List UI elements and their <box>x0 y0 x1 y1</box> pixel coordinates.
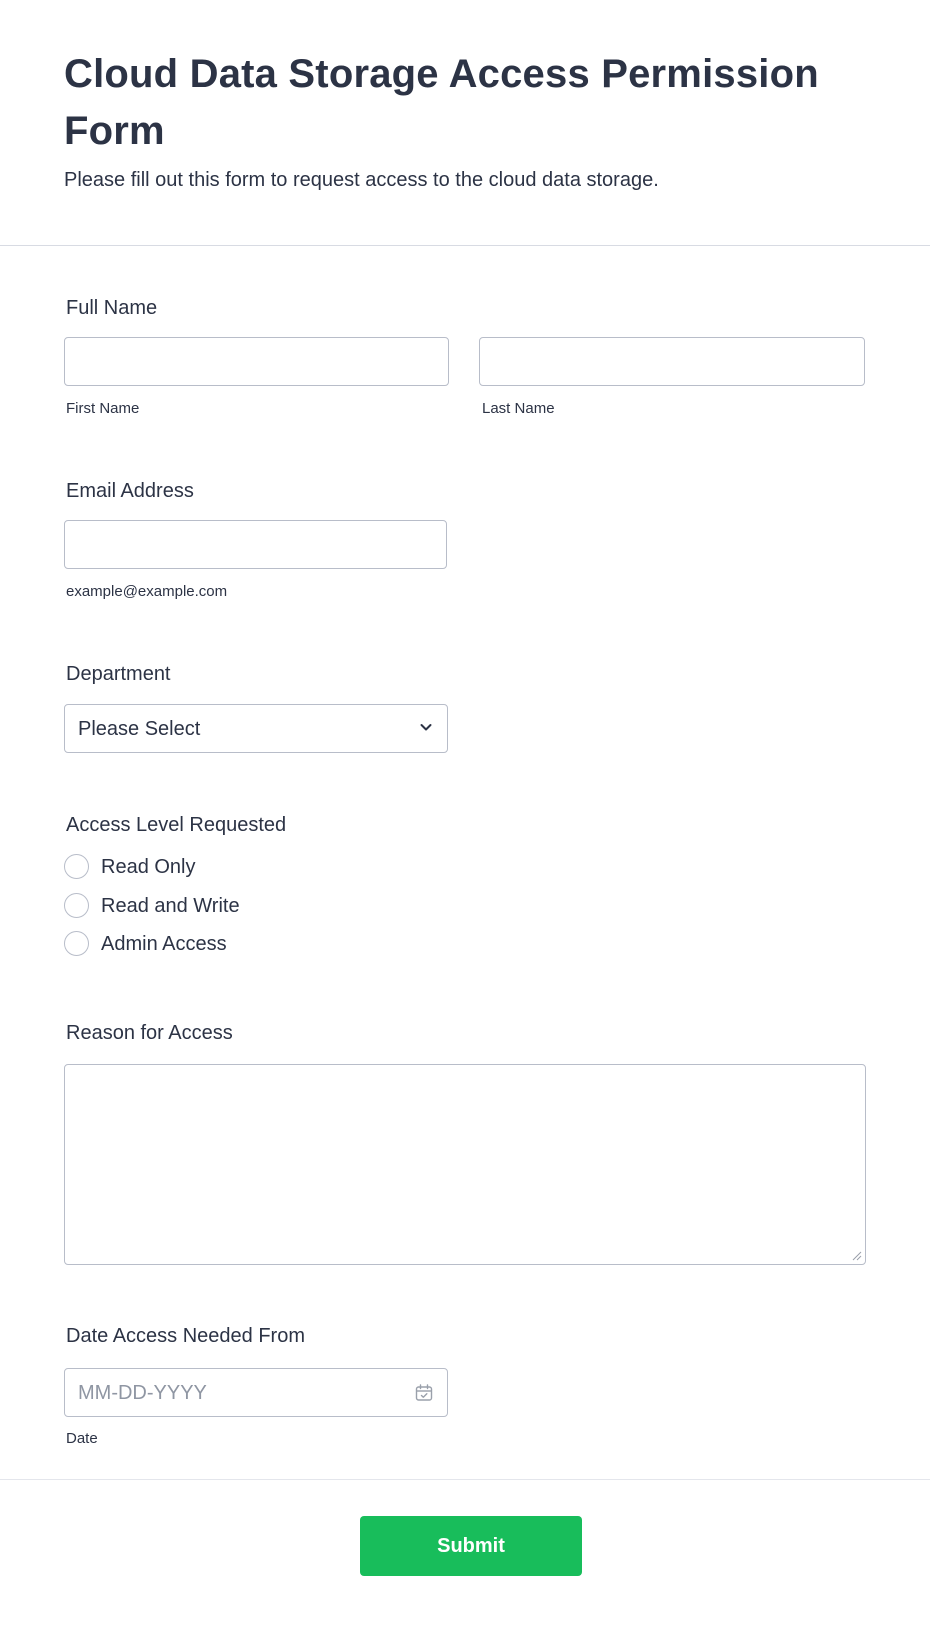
date-placeholder: MM-DD-YYYY <box>78 1382 207 1404</box>
radio-option-label: Admin Access <box>101 933 227 955</box>
radio-button[interactable] <box>64 854 89 879</box>
form-title: Cloud Data Storage Access Permission Form <box>64 52 819 153</box>
department-select[interactable] <box>64 704 448 753</box>
date-input[interactable] <box>64 1368 448 1417</box>
radio-option-read-and-write[interactable] <box>64 892 364 920</box>
footer-divider <box>0 1479 930 1480</box>
full-name-label: Full Name <box>66 297 158 319</box>
radio-button[interactable] <box>64 893 89 918</box>
department-selected-value: Please Select <box>78 718 201 740</box>
radio-button[interactable] <box>64 931 89 956</box>
radio-option-admin-access[interactable] <box>64 930 364 958</box>
email-label: Email Address <box>66 480 194 502</box>
email-input[interactable] <box>64 520 447 569</box>
form-header <box>0 0 930 246</box>
department-label: Department <box>66 663 171 685</box>
date-sublabel: Date <box>66 1430 98 1447</box>
calendar-icon[interactable] <box>414 1383 434 1403</box>
radio-option-label: Read Only <box>101 856 196 878</box>
last-name-input[interactable] <box>479 337 865 386</box>
radio-option-label: Read and Write <box>101 895 240 917</box>
radio-option-read-only[interactable] <box>64 853 364 881</box>
date-label: Date Access Needed From <box>66 1325 305 1347</box>
last-name-sublabel: Last Name <box>482 400 555 417</box>
form-subtitle: Please fill out this form to request access to the cloud data storage. <box>64 169 659 191</box>
access-level-label: Access Level Requested <box>66 814 287 836</box>
reason-label: Reason for Access <box>66 1022 233 1044</box>
reason-textarea[interactable] <box>64 1064 866 1265</box>
email-sublabel: example@example.com <box>66 583 228 600</box>
submit-button[interactable]: Submit <box>360 1516 582 1576</box>
first-name-input[interactable] <box>64 337 449 386</box>
first-name-sublabel: First Name <box>66 400 140 417</box>
chevron-down-icon <box>418 719 434 735</box>
resize-grip-icon[interactable] <box>852 1251 862 1261</box>
